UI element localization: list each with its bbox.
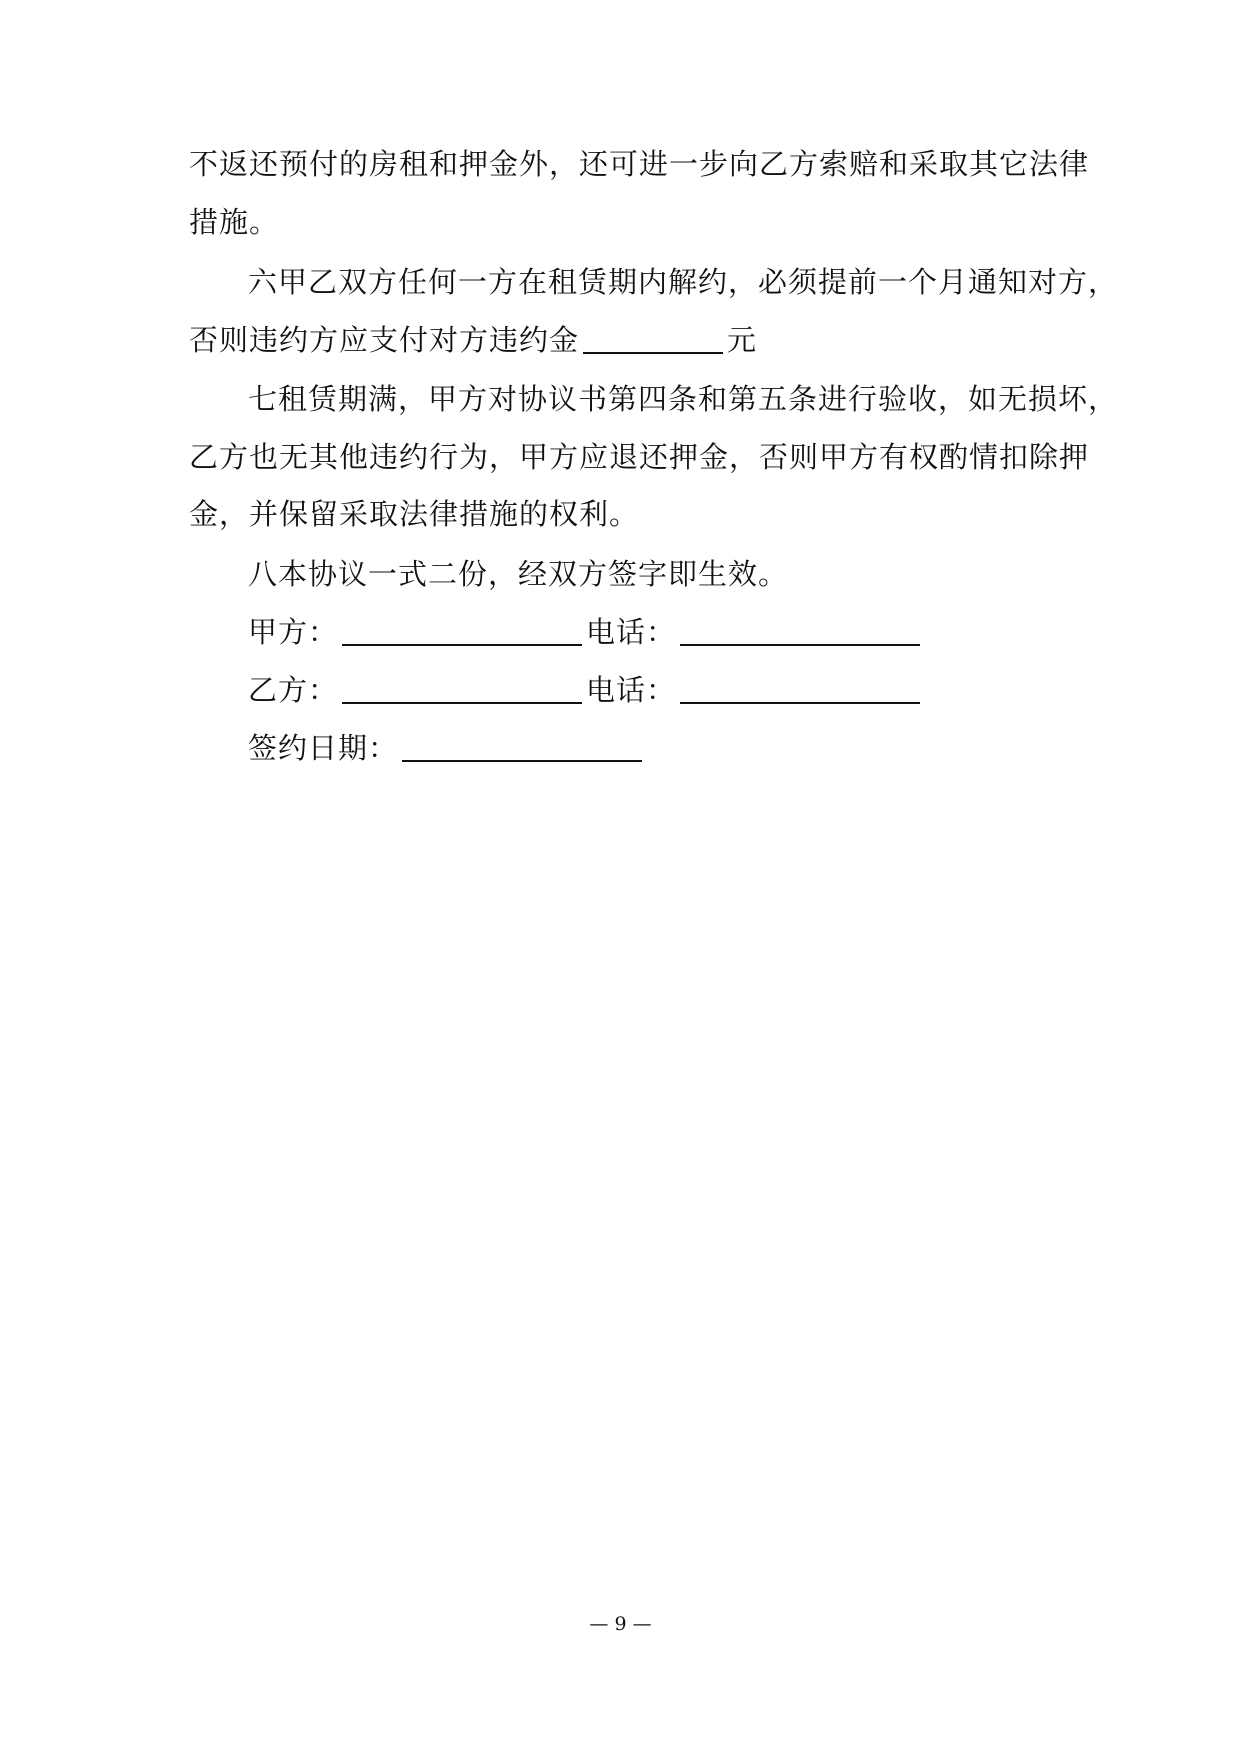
party-b-row <box>0 670 1241 710</box>
penalty-amount-blank[interactable] <box>583 322 723 354</box>
penalty-text: 否则违约方应支付对方违约金 <box>189 323 580 357</box>
paragraph-6-line-2 <box>0 320 1241 360</box>
signing-date-blank[interactable] <box>402 730 642 762</box>
party-a-label: 甲方： <box>248 615 339 649</box>
party-b-phone-label: 电话： <box>586 673 677 707</box>
paragraph-6-line-1: 六甲乙双方任何一方在租赁期内解约，必须提前一个月通知对方， <box>248 265 1119 299</box>
party-b-phone-blank[interactable] <box>680 672 920 704</box>
currency-unit: 元 <box>727 323 758 357</box>
page-number: — 9 — <box>589 1613 652 1635</box>
paragraph-5-line-2: 措施。 <box>189 205 280 239</box>
paragraph-8-line-1: 八本协议一式二份，经双方签字即生效。 <box>248 557 789 591</box>
paragraph-7-line-1: 七租赁期满，甲方对协议书第四条和第五条进行验收，如无损坏， <box>248 382 1119 416</box>
signing-date-row <box>0 728 1241 768</box>
paragraph-7-line-2: 乙方也无其他违约行为，甲方应退还押金，否则甲方有权酌情扣除押 <box>189 440 1090 474</box>
paragraph-5-line-1: 不返还预付的房租和押金外，还可进一步向乙方索赔和采取其它法律 <box>189 147 1090 181</box>
signing-date-label: 签约日期： <box>248 731 399 765</box>
party-b-label: 乙方： <box>248 673 339 707</box>
party-a-blank[interactable] <box>342 614 582 646</box>
party-a-row <box>0 612 1241 652</box>
paragraph-7-line-3: 金，并保留采取法律措施的权利。 <box>189 497 640 531</box>
party-a-phone-label: 电话： <box>586 615 677 649</box>
party-a-phone-blank[interactable] <box>680 614 920 646</box>
party-b-blank[interactable] <box>342 672 582 704</box>
